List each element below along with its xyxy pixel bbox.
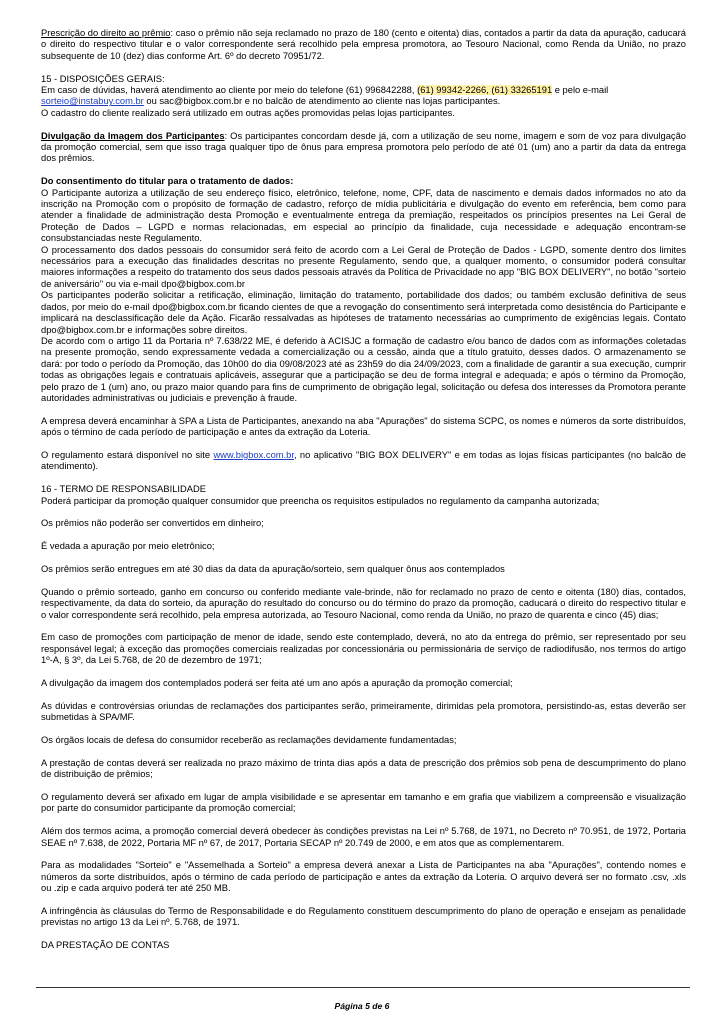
prescricao-paragraph bbox=[41, 28, 686, 62]
email-line-rest: ou sac@bigbox.com.br e no balcão de atendimento ao cliente nas lojas participantes. bbox=[143, 96, 501, 107]
prestacao-heading: DA PRESTAÇÃO DE CONTAS bbox=[41, 940, 170, 951]
sorteio-email-link[interactable]: sorteio@instabuy.com.br bbox=[41, 96, 144, 107]
contact-text-b: e pelo e-mail bbox=[552, 85, 609, 96]
regulamento-text-a: O regulamento estará disponível no site bbox=[41, 449, 214, 460]
consentimento-p4: De acordo com o artigo 11 da Portaria nº 7.638/22 ME, é deferido à ACISJC a formação de cadastro e/ou banco de dados com as informações coletadas na presente promoção, sendo expressamente vedada a comercialização ou a cessão, ainda que a título gratuito, desses dados. O armazenamento se dará: por todo o período da Promoção, das 10h00 do dia 09/08/2023 até as 23h59 do dia 24/09/2023, com a finalidade de garantir a sua execução, cumprir todas as obrigações legais e contratuais aplicáveis, assegurar que a participação se deu de forma integral e adequada; e após o término da Promoção, pelo prazo de 1 (um) ano, ou prazo maior quando para fins de cumprimento de obrigação legal, solicitação ou defesa dos interesses da Promotora perante autoridades administrativas ou judiciais e prevenção à fraude. bbox=[41, 335, 686, 403]
divulgacao-text: : Os participantes concordam desde já, com a utilização de seu nome, imagem e som de voz para divulgação da promoção comercial, sem que isso traga qualquer tipo de ônus para empresa promotora pelo período de até 01 (um) ano a partir da data da entrega dos prêmios. bbox=[41, 130, 686, 164]
termo-item: Quando o prêmio sorteado, ganho em concurso ou conferido mediante vale-brinde, não for reclamado no prazo de cento e oitenta (180) dias, contados, respectivamente, da data do sorteio, da apuração do resultado do concurso ou do término do prazo da promoção, caducará o direito do respectivo titular e o valor correspondente será recolhido, pela empresa autorizada, ao Tesouro Nacional, como renda da União, no prazo de quarenta e cinco (45) dias; bbox=[41, 586, 686, 620]
bigbox-site-link[interactable]: www.bigbox.com.br bbox=[213, 449, 294, 460]
prescricao-text: : caso o prêmio não seja reclamado no prazo de 180 (cento e oitenta) dias, contados a partir da data da apuração, caducará o direito do respectivo titular e o valor correspondente será recolhido pela empresa promotora, ao Tesouro Nacional, como Renda da União, no prazo subsequente de 10 (dez) dias conforme Art. 6º do decreto 70951/72. bbox=[41, 28, 686, 61]
termo-item: A divulgação da imagem dos contemplados poderá ser feita até um ano após a apuração da promoção comercial; bbox=[41, 677, 513, 688]
termo-heading: 16 - TERMO DE RESPONSABILIDADE bbox=[41, 484, 206, 495]
consentimento-p1: O Participante autoriza a utilização de seu endereço físico, eletrônico, telefone, nome, CPF, data de nascimento e demais dados informados no ato da inscrição na Promoção com o propósito de formação de cadastro, reforço de mídia publicitária e divulgação do evento em referência, bem como para atender a finalidade de administração desta Promoção e eventualmente entrega da premiação, respeitados os princípios presentes na Lei Geral de Proteção de Dados – LGPD e normas relacionadas, em especial ao princípio da finalidade, cuja necessidade e adequação encontram-se consubstanciadas neste Regulamento. bbox=[41, 187, 686, 244]
termo-item: Os prêmios não poderão ser convertidos em dinheiro; bbox=[41, 518, 264, 529]
contact-text-a: Em caso de dúvidas, haverá atendimento ao cliente por meio do telefone (61) 996842288, bbox=[41, 85, 418, 96]
disposicoes-cadastro-line: O cadastro do cliente realizado será utilizado em outras ações promovidas pelas lojas participantes. bbox=[41, 107, 455, 118]
termo-item: As dúvidas e controvérsias oriundas de reclamações dos participantes serão, primeiramente, dirimidas pela promotora, persistindo-as, estas deverão ser submetidas à SPA/MF. bbox=[41, 700, 686, 723]
regulamento-text-b: , no aplicativo "BIG BOX DELIVERY" e em todas as lojas físicas participantes (no balcão de atendimento). bbox=[41, 449, 687, 472]
termo-item: Para as modalidades "Sorteio" e "Assemelhada a Sorteio" a empresa deverá anexar a Lista de Participantes na aba "Apurações", contendo nomes e números da sorte distribuídos, após o término de cada período de participação e antes da extração da Loteria. O arquivo deverá ser no formato .csv, .xls ou .zip e cada arquivo poderá ter até 250 MB. bbox=[41, 860, 686, 894]
termo-item: Além dos termos acima, a promoção comercial deverá obedecer às condições previstas na Lei nº 5.768, de 1971, no Decreto nº 70.951, de 1972, Portaria SEAE nº 7.638, de 2022, Portaria MF nº 67, de 2017, Portaria SECAP nº 20.749 de 2000, e em atos que as complementarem. bbox=[41, 826, 686, 848]
termo-item: A infringência às cláusulas do Termo de Responsabilidade e do Regulamento constituem descumprimento do plano de operação e ensejam as penalidade previstas no artigo 13 da Lei nº. 5.768, de 1971. bbox=[41, 905, 686, 928]
page-content bbox=[41, 28, 686, 952]
empresa-lista-paragraph: A empresa deverá encaminhar à SPA a Lista de Participantes, anexando na aba "Apurações" do sistema SCPC, os nomes e números da sorte distribuídos, após o término de cada período de participação e antes da extração da Loteria. bbox=[41, 415, 686, 438]
regulamento-paragraph bbox=[41, 450, 686, 473]
termo-item: A prestação de contas deverá ser realizada no prazo máximo de trinta dias após a data de prescrição dos prêmios sob pena de descumprimento do plano de distribuição de prêmios; bbox=[41, 757, 686, 780]
termo-item: Em caso de promoções com participação de menor de idade, sendo este contemplado, deverá, no ato da entrega do prêmio, ser representado por seu responsável legal; à exceção das promoções comerciais realizadas por concessionária ou permissionária de serviço de radiodifusão, nos termos do artigo 1º-A, § 3º, da Lei 5.768, de 20 de dezembro de 1971; bbox=[41, 632, 686, 666]
consentimento-p2: O processamento dos dados pessoais do consumidor será feito de acordo com a Lei Geral de Proteção de Dados - LGPD, somente dentro dos limites necessários para a execução das finalidades descritas no presente Regulamento, sendo que, a qualquer momento, o consumidor poderá consultar maiores informações a respeito do tratamento dos seus dados pessoais através da Política de Privacidade no app "BIG BOX DELIVERY", no botão "sorteio de aniversário" ou via e-mail dpo@bigbox.com.br bbox=[41, 244, 686, 289]
divulgacao-title: Divulgação da Imagem dos Participantes bbox=[41, 130, 225, 141]
consentimento-p3: Os participantes poderão solicitar a retificação, eliminação, limitação do tratamento, portabilidade dos dados; ou também exclusão definitiva de seus dados, por meio do e-mail dpo@bigbox.com.br ficando cientes de que a revogação do consentimento será interpretada como desistência do Participante e implicará na desclassificação dele da Ação. Ficarão ressalvadas as hipóteses de tratamento necessárias ao cumprimento de exigências legais. Contato dpo@bigbox.com.br e informações sobre direitos. bbox=[41, 290, 686, 335]
termo-item: O regulamento deverá ser afixado em lugar de ampla visibilidade e se apresentar em tamanho e em grafia que viabilizem a compreensão e visualização por parte do consumidor participante da promoção comercial; bbox=[41, 791, 686, 814]
footer-divider bbox=[36, 987, 690, 988]
termo-item: Os órgãos locais de defesa do consumidor receberão as reclamações devidamente fundamentadas; bbox=[41, 734, 457, 745]
termo-item: Os prêmios serão entregues em até 30 dias da data da apuração/sorteio, sem qualquer ônus aos contemplados bbox=[41, 563, 505, 574]
prescricao-title: Prescrição do direito ao prêmio bbox=[41, 28, 171, 38]
disposicoes-contact-line bbox=[41, 85, 686, 96]
disposicoes-heading: 15 - DISPOSIÇÕES GERAIS: bbox=[41, 73, 165, 84]
page-number: Página 5 de 6 bbox=[334, 1001, 390, 1011]
consentimento-heading: Do consentimento do titular para o tratamento de dados: bbox=[41, 176, 294, 187]
termo-item: É vedada a apuração por meio eletrônico; bbox=[41, 541, 215, 552]
disposicoes-email-line bbox=[41, 96, 686, 107]
divulgacao-paragraph bbox=[41, 131, 686, 165]
termo-intro: Poderá participar da promoção qualquer consumidor que preencha os requisitos estipulados no regulamento da campanha autorizada; bbox=[41, 495, 600, 506]
highlighted-phones: (61) 99342-2266, (61) 33265191 bbox=[417, 85, 553, 96]
